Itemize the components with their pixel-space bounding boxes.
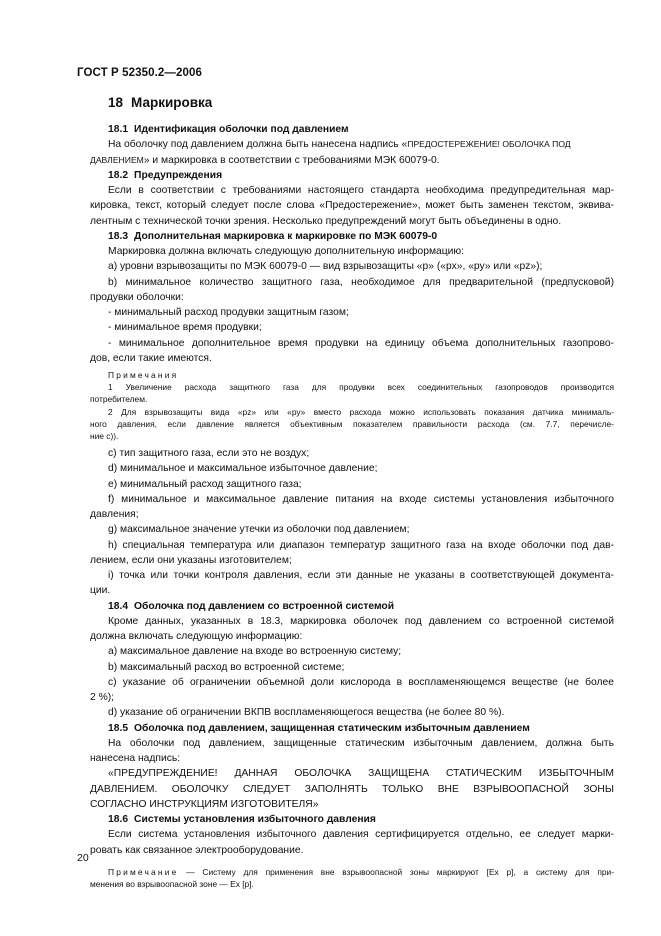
subsection-number: 18.2	[108, 169, 129, 181]
list-item: d) минимальное и максимальное избыточное давление;	[108, 463, 378, 475]
note-line: ние с)).	[90, 431, 119, 442]
text-line: Если система установления избыточного давления сертифицируется отдельно, ее следует марки-	[108, 829, 614, 841]
text-run: » и маркировка в соответствии с требованиями МЭК 60079-0.	[143, 154, 440, 166]
text-line: нанесена надпись:	[90, 753, 181, 765]
list-item: g) максимальное значение утечки из оболочки под давлением;	[108, 524, 410, 536]
subsection-number: 18.4	[108, 600, 129, 612]
list-item: c) тип защитного газа, если это не воздух;	[108, 448, 310, 460]
notes-block	[90, 369, 614, 442]
list-item: a) максимальное давление на входе во встроенную систему;	[108, 646, 402, 658]
notes-heading: Примечания	[108, 370, 179, 380]
list-item: e) минимальный расход защитного газа;	[108, 478, 302, 490]
list-item: - минимальное дополнительное время продувки на единицу объема дополнительных газопрово-	[108, 337, 614, 349]
note-line: менения во взрывоопасной зоне — Ex [p].	[90, 879, 254, 890]
text-line: ции.	[90, 585, 111, 597]
warning-caps-line: «ПРЕДУПРЕЖДЕНИЕ! ДАННАЯ ОБОЛОЧКА ЗАЩИЩЕНА СТАТИЧЕСКИМ ИЗБЫТОЧНЫМ	[108, 768, 614, 780]
warning-caps-line: СОГЛАСНО ИНСТРУКЦИЯМ ИЗГОТОВИТЕЛЯ»	[90, 798, 319, 810]
list-item: i) точка или точки контроля давления, если эти данные не указаны в соответствующей документа-	[108, 570, 614, 582]
subsection-18-4-heading	[90, 599, 614, 614]
text-line: ровать как связанное электрооборудование.	[90, 844, 304, 856]
text-line: На оболочки под давлением, защищенные статическим избыточным давлением, должна быть	[108, 737, 614, 749]
list-item: f) минимальное и максимальное давление питания на входе системы установления избыточного	[108, 493, 614, 505]
caps-text: ДАВЛЕНИЕМ	[90, 154, 144, 165]
subsection-18-3-heading	[90, 229, 614, 244]
list-item: h) специальная температура или диапазон температур защитного газа на входе оболочки под дав-	[108, 539, 614, 551]
list-item: - минимальное время продувки;	[108, 322, 262, 334]
list-item: d) указание об ограничении ВКПВ воспламеняющегося вещества (не более 80 %).	[108, 707, 505, 719]
subsection-18-1-heading	[90, 122, 614, 137]
subsection-title: Оболочка под давлением, защищенная статическим избыточным давлением	[134, 722, 530, 734]
note-text: — Систему для применения вне взрывоопасной зоны маркируют [Ex p], а систему для при-	[178, 866, 614, 877]
subsection-title: Системы установления избыточного давления	[134, 814, 376, 826]
text-line: дов, если такие имеются.	[90, 352, 212, 364]
text-run: На оболочку под давлением должна быть нанесена надпись «	[108, 139, 408, 151]
subsection-18-5-heading	[90, 721, 614, 736]
subsection-18-2-heading	[90, 168, 614, 183]
section-title-text: Маркировка	[131, 95, 213, 110]
subsection-number: 18.1	[108, 124, 129, 135]
paragraph-18-1-cont	[90, 153, 614, 168]
section-number: 18	[108, 95, 124, 110]
paragraph-18-1	[90, 137, 614, 152]
note-line: ного давления, если давление является объективным показателем правильности расхода (см. 7.7, перечисле-	[90, 418, 614, 429]
list-item: b) максимальный расход во встроенной системе;	[108, 661, 345, 673]
list-item: a) уровни взрывозащиты по МЭК 60079-0 — вид взрывозащиты «р» («рх», «ру» или «pz»);	[108, 261, 543, 273]
subsection-number: 18.5	[108, 722, 129, 734]
subsection-number: 18.3	[108, 230, 129, 242]
document-body	[90, 122, 614, 894]
subsection-title: Оболочка под давлением со встроенной системой	[134, 600, 395, 612]
text-line: продувки оболочки:	[90, 291, 184, 303]
subsection-title: Предупреждения	[134, 169, 223, 181]
subsection-18-6-heading	[90, 812, 614, 827]
subsection-title: Идентификация оболочки под давлением	[134, 124, 349, 135]
text-line: Маркировка должна включать следующую дополнительную информацию:	[108, 246, 465, 257]
note-line: потребителем.	[90, 394, 148, 405]
text-line: Кроме данных, указанных в 18.3, маркировка оболочек под давлением со встроенной системой	[108, 615, 614, 627]
text-line: давления;	[90, 509, 139, 521]
note-line: 2 Для взрывозащиты вида «pz» или «ру» вместо расхода можно использовать показания датчика минималь-	[108, 406, 614, 417]
note-heading: Примечание	[108, 866, 179, 877]
warning-caps-line: ДАВЛЕНИЕМ. ОБОЛОЧКУ СЛЕДУЕТ ЗАПОЛНЯТЬ ТОЛЬКО ВНЕ ВЗРЫВООПАСНОЙ ЗОНЫ	[90, 783, 614, 795]
note-line	[90, 866, 614, 878]
subsection-title: Дополнительная маркировка к маркировке по МЭК 60079-0	[134, 230, 438, 242]
caps-text: ПРЕДОСТЕРЕЖЕНИЕ! ОБОЛОЧКА ПОД	[407, 139, 571, 150]
text-line: кировка, текст, который следует после слова «Предостережение», может быть заменен текстом, эквива-	[90, 200, 614, 212]
list-item: b) минимальное количество защитного газа, необходимое для предварительной (предпусковой)	[108, 276, 614, 288]
page-number: 20	[77, 852, 89, 864]
list-item: - минимальный расход продувки защитным газом;	[108, 307, 349, 318]
text-line: Если в соответствии с требованиями настоящего стандарта необходима предупредительная мар-	[108, 185, 614, 196]
final-note	[90, 866, 614, 890]
standard-code: ГОСТ Р 52350.2—2006	[77, 67, 202, 79]
text-line: 2 %);	[90, 692, 115, 704]
text-line: лением, если они указаны изготовителем;	[90, 554, 292, 566]
text-line: лентным с технической точки зрения. Несколько предупреждений могут быть объединены в одно.	[90, 215, 562, 227]
list-item: c) указание об ограничении объемной доли кислорода в воспламеняющемся веществе (не более	[108, 676, 614, 688]
section-title	[108, 95, 212, 110]
text-line: должна включать следующую информацию:	[90, 631, 303, 643]
subsection-number: 18.6	[108, 814, 129, 826]
note-line: 1 Увеличение расхода защитного газа для продувки всех соединительных газопроводов производится	[108, 382, 614, 393]
